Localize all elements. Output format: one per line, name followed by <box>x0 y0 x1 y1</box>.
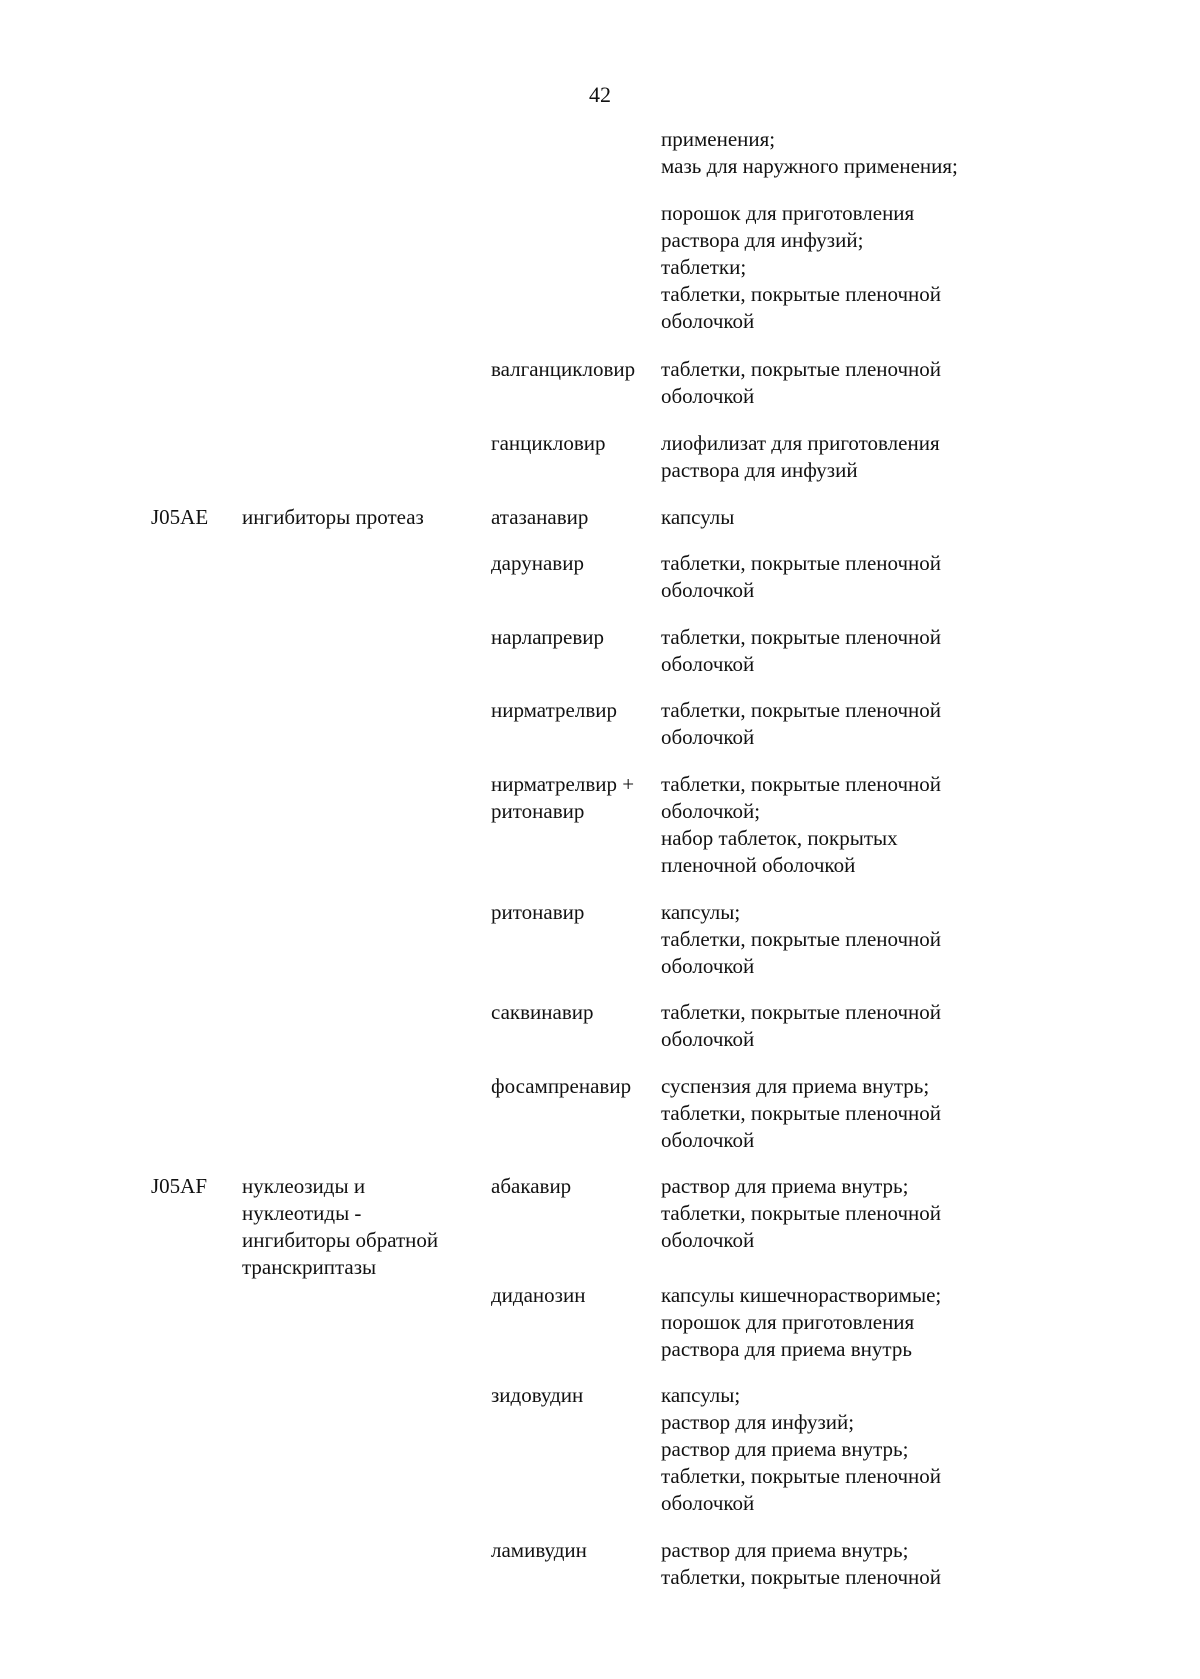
pharmacological-group-line: нуклеотиды - <box>242 1201 362 1225</box>
drug-name-line: саквинавир <box>491 1000 594 1024</box>
drug-name-line: нирматрелвир + <box>491 772 635 796</box>
dosage-form-line: таблетки, покрытые пленочной <box>661 1101 942 1125</box>
dosage-form-line: таблетки, покрытые пленочной <box>661 698 942 722</box>
dosage-form-line: оболочкой <box>661 1027 755 1051</box>
dosage-form-line: пленочной оболочкой <box>661 853 856 877</box>
drug-name-line: ламивудин <box>491 1538 587 1562</box>
dosage-form-line: суспензия для приема внутрь; <box>661 1074 930 1098</box>
dosage-form-line: оболочкой <box>661 578 755 602</box>
dosage-form-line: таблетки, покрытые пленочной <box>661 357 942 381</box>
dosage-form-line: порошок для приготовления <box>661 201 915 225</box>
drug-name-line: атазанавир <box>491 505 589 529</box>
dosage-form-line: таблетки, покрытые пленочной <box>661 927 942 951</box>
dosage-form-line: раствор для приема внутрь; <box>661 1538 909 1562</box>
dosage-form-line: оболочкой <box>661 652 755 676</box>
dosage-form-line: набор таблеток, покрытых <box>661 826 898 850</box>
drug-name-line: диданозин <box>491 1283 586 1307</box>
dosage-form-line: таблетки, покрытые пленочной <box>661 772 942 796</box>
dosage-form-line: оболочкой <box>661 725 755 749</box>
dosage-form-line: оболочкой <box>661 1228 755 1252</box>
drug-name-line: ритонавир <box>491 799 585 823</box>
dosage-form-line: капсулы <box>661 505 735 529</box>
dosage-form-line: оболочкой <box>661 954 755 978</box>
drug-name-line: дарунавир <box>491 551 584 575</box>
dosage-form-line: раствор для приема внутрь; <box>661 1174 909 1198</box>
pharmacological-group-line: транскриптазы <box>242 1255 377 1279</box>
atc-code-line: J05AE <box>151 505 209 529</box>
drug-name-line: ганцикловир <box>491 431 606 455</box>
drug-name-line: ритонавир <box>491 900 585 924</box>
pharmacological-group-line: нуклеозиды и <box>242 1174 366 1198</box>
dosage-form-line: оболочкой <box>661 1128 755 1152</box>
drug-name-line: нирматрелвир <box>491 698 617 722</box>
dosage-form-line: порошок для приготовления <box>661 1310 915 1334</box>
dosage-form-line: таблетки, покрытые пленочной <box>661 625 942 649</box>
pharmacological-group-line: ингибиторы обратной <box>242 1228 439 1252</box>
drug-name-line: фосампренавир <box>491 1074 632 1098</box>
drug-name-line: абакавир <box>491 1174 572 1198</box>
pharmacological-group-line: ингибиторы протеаз <box>242 505 424 529</box>
dosage-form-line: таблетки, покрытые пленочной <box>661 282 942 306</box>
dosage-form-line: таблетки, покрытые пленочной <box>661 1000 942 1024</box>
dosage-form-line: раствора для инфузий; <box>661 228 864 252</box>
page-number: 42 <box>589 82 611 107</box>
dosage-form-line: таблетки, покрытые пленочной <box>661 1464 942 1488</box>
dosage-form-line: капсулы; <box>661 1383 741 1407</box>
dosage-form-line: оболочкой <box>661 1491 755 1515</box>
dosage-form-line: лиофилизат для приготовления <box>661 431 940 455</box>
dosage-form-line: капсулы кишечнорастворимые; <box>661 1283 942 1307</box>
dosage-form-line: мазь для наружного применения; <box>661 154 958 178</box>
dosage-form-line: таблетки, покрытые пленочной <box>661 1565 942 1589</box>
atc-code-line: J05AF <box>151 1174 208 1198</box>
dosage-form-line: раствора для инфузий <box>661 458 858 482</box>
dosage-form-line: раствора для приема внутрь <box>661 1337 912 1361</box>
drug-name-line: нарлапревир <box>491 625 605 649</box>
dosage-form-line: таблетки, покрытые пленочной <box>661 551 942 575</box>
drug-name-line: зидовудин <box>491 1383 584 1407</box>
dosage-form-line: раствор для инфузий; <box>661 1410 855 1434</box>
dosage-form-line: капсулы; <box>661 900 741 924</box>
dosage-form-line: оболочкой; <box>661 799 761 823</box>
dosage-form-line: применения; <box>661 127 776 151</box>
dosage-form-line: раствор для приема внутрь; <box>661 1437 909 1461</box>
dosage-form-line: таблетки; <box>661 255 747 279</box>
drug-name-line: валганцикловир <box>491 357 636 381</box>
dosage-form-line: оболочкой <box>661 309 755 333</box>
dosage-form-line: оболочкой <box>661 384 755 408</box>
dosage-form-line: таблетки, покрытые пленочной <box>661 1201 942 1225</box>
